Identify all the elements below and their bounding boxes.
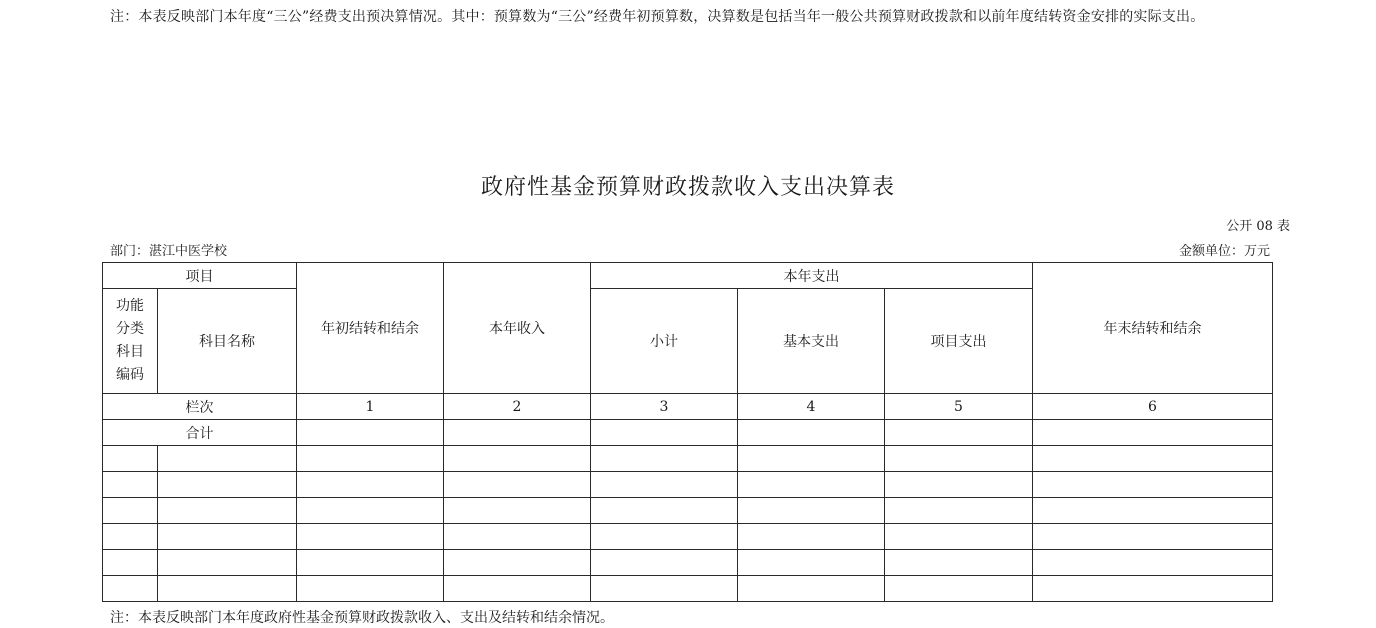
header-expenditure: 本年支出 <box>591 263 1033 289</box>
department-label: 部门：湛江中医学校 <box>110 244 228 259</box>
table-row <box>103 446 1273 472</box>
header-closing-balance: 年末结转和结余 <box>1033 263 1273 394</box>
empty-cell <box>103 524 158 550</box>
empty-cell <box>297 446 444 472</box>
empty-cell <box>885 446 1033 472</box>
empty-cell <box>1033 550 1273 576</box>
empty-cell <box>444 524 591 550</box>
empty-cell <box>885 524 1033 550</box>
empty-cell <box>444 550 591 576</box>
empty-cell <box>1033 446 1273 472</box>
empty-cell <box>444 446 591 472</box>
empty-cell <box>103 472 158 498</box>
column-row-label: 栏次 <box>103 394 297 420</box>
header-item: 项目 <box>103 263 297 289</box>
empty-cell <box>158 524 297 550</box>
empty-cell <box>591 472 738 498</box>
column-num-5: 5 <box>885 394 1033 420</box>
table-row <box>103 498 1273 524</box>
table-row <box>103 576 1273 602</box>
empty-cell <box>297 472 444 498</box>
empty-cell <box>444 472 591 498</box>
empty-cell <box>158 576 297 602</box>
empty-cell <box>297 498 444 524</box>
empty-cell <box>591 524 738 550</box>
column-num-3: 3 <box>591 394 738 420</box>
empty-cell <box>738 472 885 498</box>
total-cell <box>885 420 1033 446</box>
empty-cell <box>158 550 297 576</box>
header-code-cell <box>103 289 158 394</box>
empty-cell <box>297 524 444 550</box>
empty-cell <box>738 550 885 576</box>
empty-cell <box>738 576 885 602</box>
total-row-label: 合计 <box>103 420 297 446</box>
table-row <box>103 472 1273 498</box>
total-cell <box>1033 420 1273 446</box>
table-row <box>103 550 1273 576</box>
empty-cell <box>1033 524 1273 550</box>
empty-cell <box>103 550 158 576</box>
empty-cell <box>885 550 1033 576</box>
header-basic: 基本支出 <box>738 289 885 394</box>
empty-cell <box>444 576 591 602</box>
empty-cell <box>885 576 1033 602</box>
form-number: 公开 08 表 <box>1226 219 1290 234</box>
page-title: 政府性基金预算财政拨款收入支出决算表 <box>480 175 895 200</box>
total-cell <box>444 420 591 446</box>
empty-cell <box>885 472 1033 498</box>
empty-cell <box>103 446 158 472</box>
header-project: 项目支出 <box>885 289 1033 394</box>
empty-cell <box>591 576 738 602</box>
column-num-2: 2 <box>444 394 591 420</box>
header-income: 本年收入 <box>444 263 591 394</box>
empty-cell <box>158 446 297 472</box>
empty-cell <box>1033 472 1273 498</box>
total-cell <box>297 420 444 446</box>
empty-cell <box>103 498 158 524</box>
header-subject-name: 科目名称 <box>158 289 297 394</box>
empty-cell <box>591 498 738 524</box>
empty-cell <box>1033 498 1273 524</box>
unit-label: 金额单位：万元 <box>1178 244 1270 259</box>
header-opening-balance: 年初结转和结余 <box>297 263 444 394</box>
budget-table <box>102 262 1273 602</box>
bottom-note: 注：本表反映部门本年度政府性基金预算财政拨款收入、支出及结转和结余情况。 <box>110 610 614 626</box>
empty-cell <box>591 550 738 576</box>
empty-cell <box>1033 576 1273 602</box>
column-num-4: 4 <box>738 394 885 420</box>
empty-cell <box>297 576 444 602</box>
empty-cell <box>297 550 444 576</box>
empty-cell <box>591 446 738 472</box>
empty-cell <box>738 498 885 524</box>
empty-cell <box>738 446 885 472</box>
total-cell <box>591 420 738 446</box>
empty-cell <box>158 498 297 524</box>
header-code: 功能分类科目编码 <box>115 298 144 383</box>
table-row <box>103 524 1273 550</box>
empty-cell <box>158 472 297 498</box>
top-note: 注：本表反映部门本年度“三公”经费支出预决算情况。其中：预算数为“三公”经费年初预算数，决算数是包括当年一般公共预算财政拨款和以前年度结转资金安排的实际支出。 <box>110 9 1205 25</box>
empty-cell <box>738 524 885 550</box>
empty-cell <box>885 498 1033 524</box>
empty-cell <box>103 576 158 602</box>
header-subtotal: 小计 <box>591 289 738 394</box>
column-num-1: 1 <box>297 394 444 420</box>
total-cell <box>738 420 885 446</box>
column-num-6: 6 <box>1033 394 1273 420</box>
empty-cell <box>444 498 591 524</box>
